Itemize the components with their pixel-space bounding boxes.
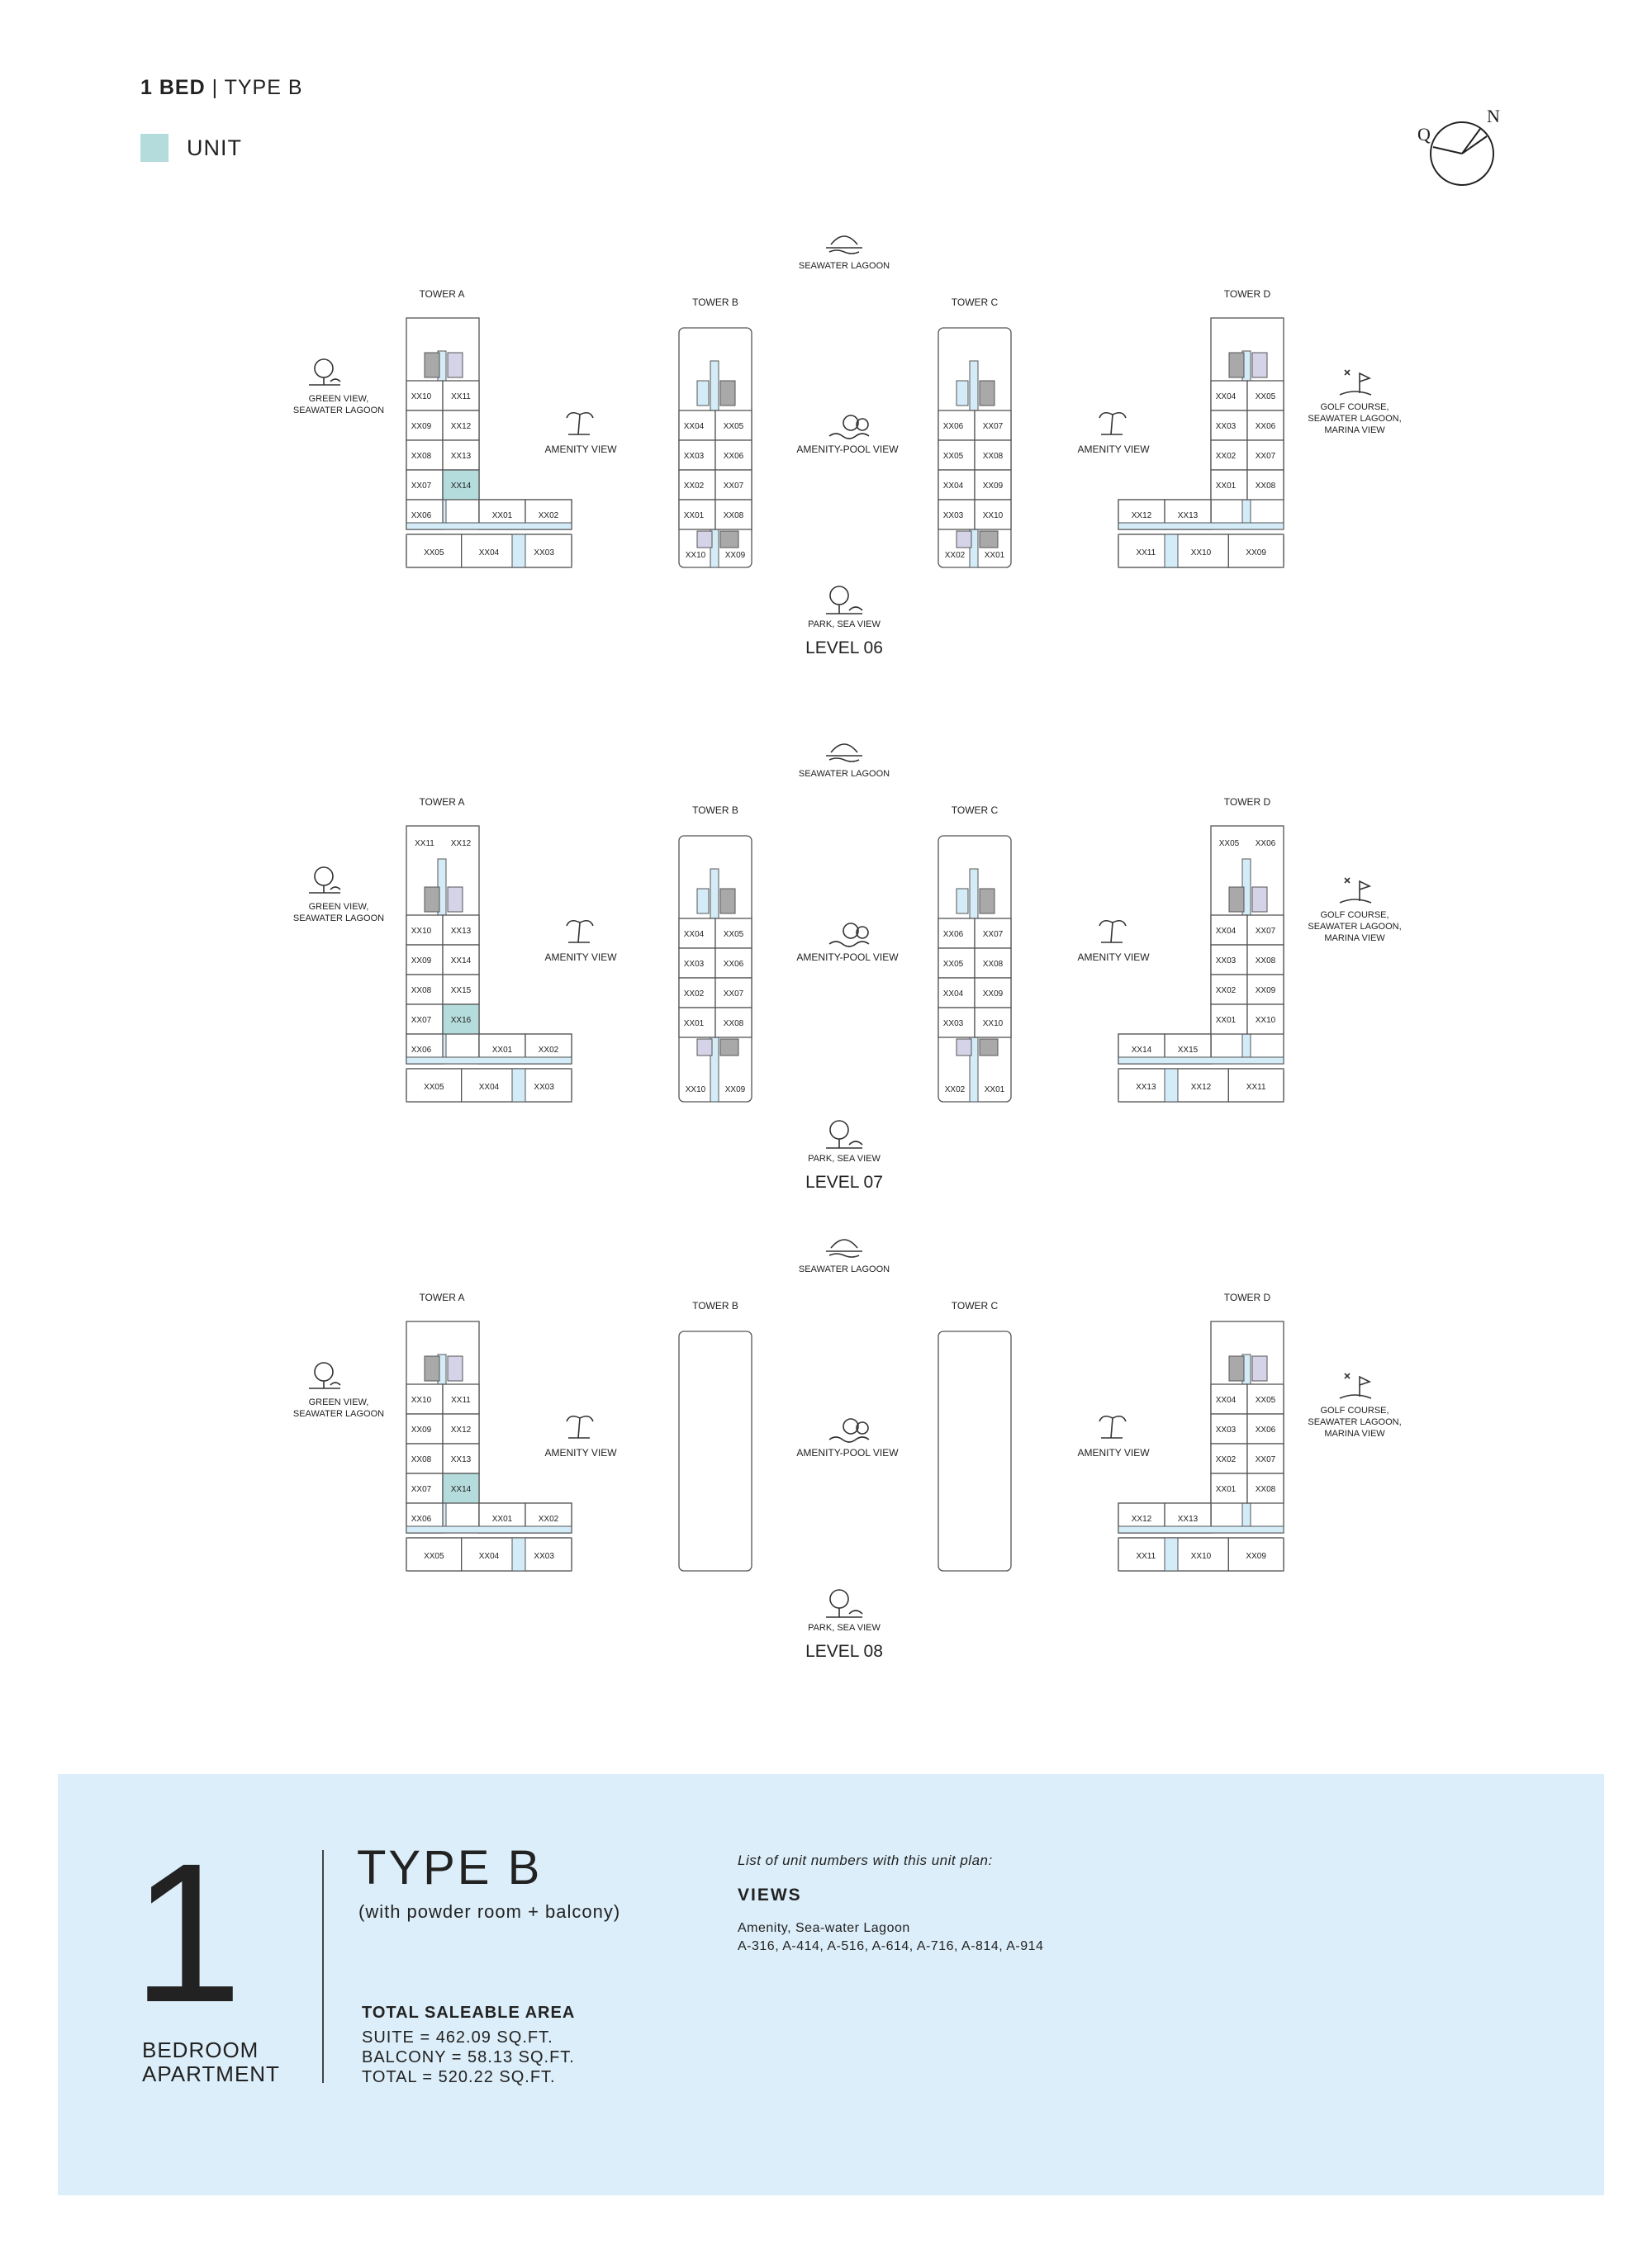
- unit-label: XX12: [1131, 511, 1152, 520]
- unit-label: XX04: [478, 1083, 500, 1092]
- pool-trees-icon: [843, 923, 858, 938]
- park-icon: [826, 605, 862, 614]
- unit-label: XX13: [1177, 1515, 1199, 1524]
- pool-trees-icon: [843, 415, 858, 430]
- unit-label: XX03: [534, 548, 554, 557]
- unit-label: XX03: [1215, 956, 1237, 965]
- unit-label: XX13: [450, 927, 472, 936]
- unit-label: XX01: [1215, 482, 1237, 491]
- park-icon: [830, 1590, 848, 1608]
- level-plan: [293, 236, 1402, 657]
- unit-label: XX09: [724, 1085, 746, 1094]
- core-block: [425, 1356, 439, 1381]
- palm-tree-icon: [1099, 413, 1126, 434]
- compass-north-label: N: [1487, 106, 1500, 126]
- level-label: LEVEL 08: [805, 1642, 883, 1661]
- unit-label: XX01: [491, 511, 513, 520]
- bedroom-label-line1: BEDROOM: [142, 2038, 259, 2062]
- unit-label: XX01: [1215, 1016, 1237, 1025]
- unit-label: XX09: [982, 482, 1004, 491]
- unit-label: XX02: [944, 1085, 966, 1094]
- unit-label: XX07: [723, 482, 744, 491]
- tower-d-label: TOWER D: [1223, 1292, 1271, 1303]
- unit-label: XX10: [982, 511, 1004, 520]
- park-sea-view-label: PARK, SEA VIEW: [808, 619, 881, 629]
- saleable-area-heading: TOTAL SALEABLE AREA: [362, 2004, 576, 2022]
- unit-type-subtitle: (with powder room + balcony): [358, 1901, 621, 1922]
- unit-label: XX12: [1190, 1083, 1212, 1092]
- park-icon: [826, 1608, 862, 1617]
- tower-c-label: TOWER C: [951, 297, 999, 308]
- unit-label: XX02: [538, 1515, 559, 1524]
- unit-info-panel: [58, 1774, 1604, 2195]
- golf-course-label: GOLF COURSE,: [1320, 402, 1389, 412]
- unit-label: XX01: [984, 551, 1005, 560]
- unit-label: XX02: [1215, 986, 1237, 995]
- suite-area: SUITE = 462.09 SQ.FT.: [362, 2028, 553, 2047]
- unit-label: XX07: [723, 989, 744, 999]
- core-block: [1252, 353, 1267, 377]
- unit-label: XX14: [450, 1485, 472, 1494]
- unit-label: XX10: [411, 927, 432, 936]
- park-icon: [826, 1139, 862, 1148]
- unit-label: XX10: [982, 1019, 1004, 1028]
- amenity-view-label: AMENITY VIEW: [544, 1447, 617, 1459]
- unit-label: XX05: [1255, 1396, 1276, 1405]
- tree-icon: [315, 867, 333, 885]
- corridor: [1165, 1538, 1178, 1571]
- unit-label: XX15: [450, 986, 472, 995]
- unit-legend-label: UNIT: [187, 135, 242, 160]
- core-block: [980, 531, 998, 548]
- corridor: [406, 1526, 572, 1533]
- unit-label: XX02: [538, 511, 559, 520]
- unit-label: XX08: [411, 1455, 432, 1464]
- core-block: [957, 1039, 971, 1056]
- palm-tree-icon: [567, 413, 593, 434]
- corridor: [406, 1057, 572, 1064]
- unit-label: XX06: [1255, 839, 1276, 848]
- unit-label: XX01: [1215, 1485, 1237, 1494]
- core-block: [957, 889, 968, 913]
- green-view-label: SEAWATER LAGOON: [292, 913, 385, 923]
- unit-label: XX10: [411, 392, 432, 401]
- sun-wave-icon: [826, 236, 862, 254]
- unit-label: XX05: [723, 422, 744, 431]
- unit-label: XX06: [411, 1515, 432, 1524]
- golf-course-label: SEAWATER LAGOON,: [1308, 414, 1402, 424]
- unit-type-title: TYPE B: [357, 1841, 543, 1895]
- unit-label: XX09: [1255, 986, 1276, 995]
- unit-label: XX01: [683, 511, 705, 520]
- unit-label: XX04: [1215, 1396, 1237, 1405]
- golf-course-label: SEAWATER LAGOON,: [1308, 922, 1402, 932]
- unit-label: XX02: [683, 989, 705, 999]
- corridor: [512, 1069, 525, 1102]
- core-block: [720, 531, 738, 548]
- unit-label: XX02: [1215, 1455, 1237, 1464]
- unit-label: XX03: [683, 960, 705, 969]
- unit-label: XX07: [1255, 927, 1276, 936]
- unit-label: XX08: [411, 452, 432, 461]
- golf-course-label: SEAWATER LAGOON,: [1308, 1417, 1402, 1427]
- tower-c-label: TOWER C: [951, 1300, 999, 1312]
- core-block: [448, 1356, 463, 1381]
- unit-label: XX06: [1255, 422, 1276, 431]
- unit-label: XX10: [685, 551, 706, 560]
- palm-tree-icon: [1099, 921, 1126, 942]
- tree-icon: [309, 1381, 340, 1388]
- unit-label: XX08: [723, 511, 744, 520]
- tower-c-label: TOWER C: [951, 804, 999, 816]
- bedroom-apartment-label: [142, 2038, 280, 2086]
- unit-label: XX05: [424, 1083, 444, 1092]
- seawater-lagoon-label: SEAWATER LAGOON: [798, 769, 890, 779]
- core-block: [957, 381, 968, 406]
- unit-label: XX06: [1255, 1426, 1276, 1435]
- bedroom-label-line2: APARTMENT: [142, 2061, 280, 2086]
- unit-label: XX05: [723, 930, 744, 939]
- golf-icon: [1340, 1373, 1371, 1398]
- golf-icon: [1340, 370, 1371, 395]
- core-block: [697, 1039, 712, 1056]
- core-block: [448, 353, 463, 377]
- corridor: [1165, 534, 1178, 567]
- core-block: [1252, 1356, 1267, 1381]
- unit-label: XX05: [424, 1552, 444, 1561]
- unit-label: XX10: [1190, 548, 1212, 557]
- tower-a-label: TOWER A: [419, 1292, 465, 1303]
- unit-label: XX08: [723, 1019, 744, 1028]
- tower-d-label: TOWER D: [1223, 796, 1271, 808]
- unit-label: XX13: [450, 1455, 472, 1464]
- palm-tree-icon: [567, 1416, 593, 1438]
- unit-label: XX02: [538, 1046, 559, 1055]
- core-block: [697, 889, 709, 913]
- unit-label: XX03: [942, 1019, 964, 1028]
- unit-label: XX03: [534, 1552, 554, 1561]
- views-description: Amenity, Sea-water Lagoon: [738, 1921, 910, 1935]
- unit-label: XX11: [1136, 1552, 1156, 1561]
- amenity-pool-view-label: AMENITY-POOL VIEW: [796, 444, 899, 455]
- palm-tree-icon: [567, 921, 593, 942]
- level-label: LEVEL 06: [805, 638, 883, 657]
- bed-count-label: 1 BED: [140, 76, 206, 99]
- amenity-pool-view-label: AMENITY-POOL VIEW: [796, 1447, 899, 1459]
- palm-tree-icon: [1099, 1416, 1126, 1438]
- unit-label: XX11: [1136, 548, 1156, 557]
- pool-trees-icon: [829, 942, 869, 946]
- corridor: [512, 534, 525, 567]
- unit-label: XX13: [1136, 1083, 1156, 1092]
- unit-label: XX04: [942, 482, 964, 491]
- unit-label: XX11: [415, 839, 434, 848]
- panel-divider: [322, 1850, 324, 2083]
- unit-label: XX12: [450, 1426, 472, 1435]
- type-label: TYPE B: [224, 76, 303, 99]
- unit-label: XX05: [424, 548, 444, 557]
- unit-label: XX06: [411, 511, 432, 520]
- park-sea-view-label: PARK, SEA VIEW: [808, 1154, 881, 1164]
- unit-label: XX03: [1215, 1426, 1237, 1435]
- core-block: [720, 889, 735, 913]
- tree-icon: [309, 377, 340, 385]
- unit-label: XX04: [1215, 392, 1237, 401]
- seawater-lagoon-label: SEAWATER LAGOON: [798, 1264, 890, 1274]
- unit-label: XX08: [1255, 1485, 1276, 1494]
- pool-trees-icon: [829, 434, 869, 439]
- unit-label: XX05: [942, 960, 964, 969]
- park-icon: [830, 1121, 848, 1139]
- unit-label: XX04: [1215, 927, 1237, 936]
- balcony-area: BALCONY = 58.13 SQ.FT.: [362, 2048, 575, 2066]
- unit-label: XX07: [411, 1016, 432, 1025]
- unit-label: XX04: [942, 989, 964, 999]
- corridor: [512, 1538, 525, 1571]
- green-view-label: GREEN VIEW,: [308, 394, 369, 404]
- core-block: [720, 1039, 738, 1056]
- unit-label: XX12: [450, 422, 472, 431]
- compass-west-label: Q: [1417, 124, 1431, 145]
- title-separator: |: [205, 76, 225, 99]
- tower-b-label: TOWER B: [692, 804, 738, 816]
- tower-block: [679, 1331, 752, 1571]
- unit-label: XX01: [491, 1046, 513, 1055]
- unit-label: XX14: [450, 956, 472, 965]
- core-block: [980, 381, 995, 406]
- core-block: [697, 531, 712, 548]
- unit-label: XX02: [683, 482, 705, 491]
- unit-label: XX04: [478, 1552, 500, 1561]
- unit-label: XX07: [1255, 452, 1276, 461]
- park-sea-view-label: PARK, SEA VIEW: [808, 1623, 881, 1633]
- level-label: LEVEL 07: [805, 1173, 883, 1192]
- park-icon: [830, 586, 848, 605]
- unit-label: XX07: [982, 930, 1004, 939]
- tower-b-label: TOWER B: [692, 297, 738, 308]
- unit-label: XX08: [1255, 482, 1276, 491]
- unit-list-intro: List of unit numbers with this unit plan:: [738, 1853, 993, 1868]
- unit-label: XX10: [1190, 1552, 1212, 1561]
- core-block: [697, 381, 709, 406]
- corridor: [1118, 1057, 1284, 1064]
- unit-label: XX06: [942, 422, 964, 431]
- corridor: [1118, 1526, 1284, 1533]
- unit-label: XX08: [1255, 956, 1276, 965]
- core-block: [720, 381, 735, 406]
- green-view-label: GREEN VIEW,: [308, 902, 369, 912]
- tree-icon: [315, 359, 333, 377]
- golf-course-label: MARINA VIEW: [1324, 1429, 1385, 1439]
- unit-label: XX08: [411, 986, 432, 995]
- core-block: [1229, 1356, 1244, 1381]
- core-block: [1229, 353, 1244, 377]
- unit-label: XX11: [451, 1396, 471, 1405]
- tree-icon: [309, 885, 340, 893]
- unit-label: XX11: [451, 392, 471, 401]
- unit-label: XX09: [411, 956, 432, 965]
- total-area: TOTAL = 520.22 SQ.FT.: [362, 2068, 556, 2086]
- unit-label: XX15: [1177, 1046, 1199, 1055]
- core-block: [1229, 887, 1244, 912]
- corridor: [1118, 523, 1284, 529]
- golf-course-label: MARINA VIEW: [1324, 933, 1385, 943]
- unit-label: XX10: [411, 1396, 432, 1405]
- unit-label: XX05: [1255, 392, 1276, 401]
- views-heading: VIEWS: [738, 1886, 802, 1905]
- unit-label: XX09: [1246, 548, 1266, 557]
- unit-label: XX05: [1218, 839, 1240, 848]
- unit-label: XX07: [411, 482, 432, 491]
- unit-label: XX03: [1215, 422, 1237, 431]
- unit-label: XX01: [683, 1019, 705, 1028]
- unit-label: XX06: [942, 930, 964, 939]
- unit-label: XX13: [1177, 511, 1199, 520]
- unit-label: XX12: [1131, 1515, 1152, 1524]
- sun-wave-icon: [826, 1240, 862, 1257]
- tower-block: [938, 1331, 1011, 1571]
- bedroom-count: 1: [132, 1822, 243, 2043]
- level-plan: [293, 744, 1402, 1192]
- unit-label: XX10: [1255, 1016, 1276, 1025]
- core-block: [448, 887, 463, 912]
- tower-a-label: TOWER A: [419, 796, 465, 808]
- golf-course-label: GOLF COURSE,: [1320, 910, 1389, 920]
- core-block: [980, 889, 995, 913]
- tower-b-label: TOWER B: [692, 1300, 738, 1312]
- amenity-view-label: AMENITY VIEW: [1077, 444, 1150, 455]
- amenity-view-label: AMENITY VIEW: [1077, 1447, 1150, 1459]
- core-block: [1252, 887, 1267, 912]
- green-view-label: SEAWATER LAGOON: [292, 1409, 385, 1419]
- unit-label: XX12: [450, 839, 472, 848]
- green-view-label: SEAWATER LAGOON: [292, 406, 385, 415]
- corridor: [406, 523, 572, 529]
- unit-label: XX09: [982, 989, 1004, 999]
- unit-label: XX06: [723, 960, 744, 969]
- unit-label: XX14: [1131, 1046, 1152, 1055]
- unit-label: XX08: [982, 960, 1004, 969]
- amenity-view-label: AMENITY VIEW: [544, 951, 617, 963]
- unit-label: XX03: [534, 1083, 554, 1092]
- unit-label: XX10: [685, 1085, 706, 1094]
- sun-wave-icon: [826, 744, 862, 761]
- unit-label: XX08: [982, 452, 1004, 461]
- unit-number-list: A-316, A-414, A-516, A-614, A-716, A-814, A-914: [738, 1939, 1044, 1953]
- unit-label: XX09: [1246, 1552, 1266, 1561]
- unit-label: XX13: [450, 452, 472, 461]
- golf-course-label: GOLF COURSE,: [1320, 1406, 1389, 1416]
- unit-label: XX07: [982, 422, 1004, 431]
- level-plan: [293, 1240, 1402, 1661]
- unit-label: XX01: [984, 1085, 1005, 1094]
- tower-d-label: TOWER D: [1223, 288, 1271, 300]
- unit-label: XX05: [942, 452, 964, 461]
- unit-label: XX02: [944, 551, 966, 560]
- amenity-view-label: AMENITY VIEW: [544, 444, 617, 455]
- unit-label: XX04: [478, 548, 500, 557]
- unit-label: XX04: [683, 422, 705, 431]
- amenity-view-label: AMENITY VIEW: [1077, 951, 1150, 963]
- tree-icon: [315, 1363, 333, 1381]
- corridor: [1165, 1069, 1178, 1102]
- unit-label: XX09: [411, 422, 432, 431]
- unit-label: XX07: [1255, 1455, 1276, 1464]
- unit-label: XX09: [411, 1426, 432, 1435]
- unit-label: XX16: [450, 1016, 472, 1025]
- unit-label: XX14: [450, 482, 472, 491]
- unit-label: XX06: [723, 452, 744, 461]
- tower-a-label: TOWER A: [419, 288, 465, 300]
- seawater-lagoon-label: SEAWATER LAGOON: [798, 261, 890, 271]
- core-block: [425, 887, 439, 912]
- unit-label: XX03: [683, 452, 705, 461]
- core-block: [957, 531, 971, 548]
- unit-label: XX01: [491, 1515, 513, 1524]
- unit-label: XX04: [683, 930, 705, 939]
- unit-label: XX03: [942, 511, 964, 520]
- golf-icon: [1340, 878, 1371, 903]
- unit-label: XX09: [724, 551, 746, 560]
- unit-label: XX07: [411, 1485, 432, 1494]
- unit-label: XX11: [1246, 1083, 1266, 1092]
- pool-trees-icon: [843, 1419, 858, 1434]
- unit-label: XX02: [1215, 452, 1237, 461]
- pool-trees-icon: [829, 1437, 869, 1442]
- amenity-pool-view-label: AMENITY-POOL VIEW: [796, 951, 899, 963]
- core-block: [980, 1039, 998, 1056]
- golf-course-label: MARINA VIEW: [1324, 425, 1385, 435]
- unit-label: XX06: [411, 1046, 432, 1055]
- green-view-label: GREEN VIEW,: [308, 1397, 369, 1407]
- core-block: [425, 353, 439, 377]
